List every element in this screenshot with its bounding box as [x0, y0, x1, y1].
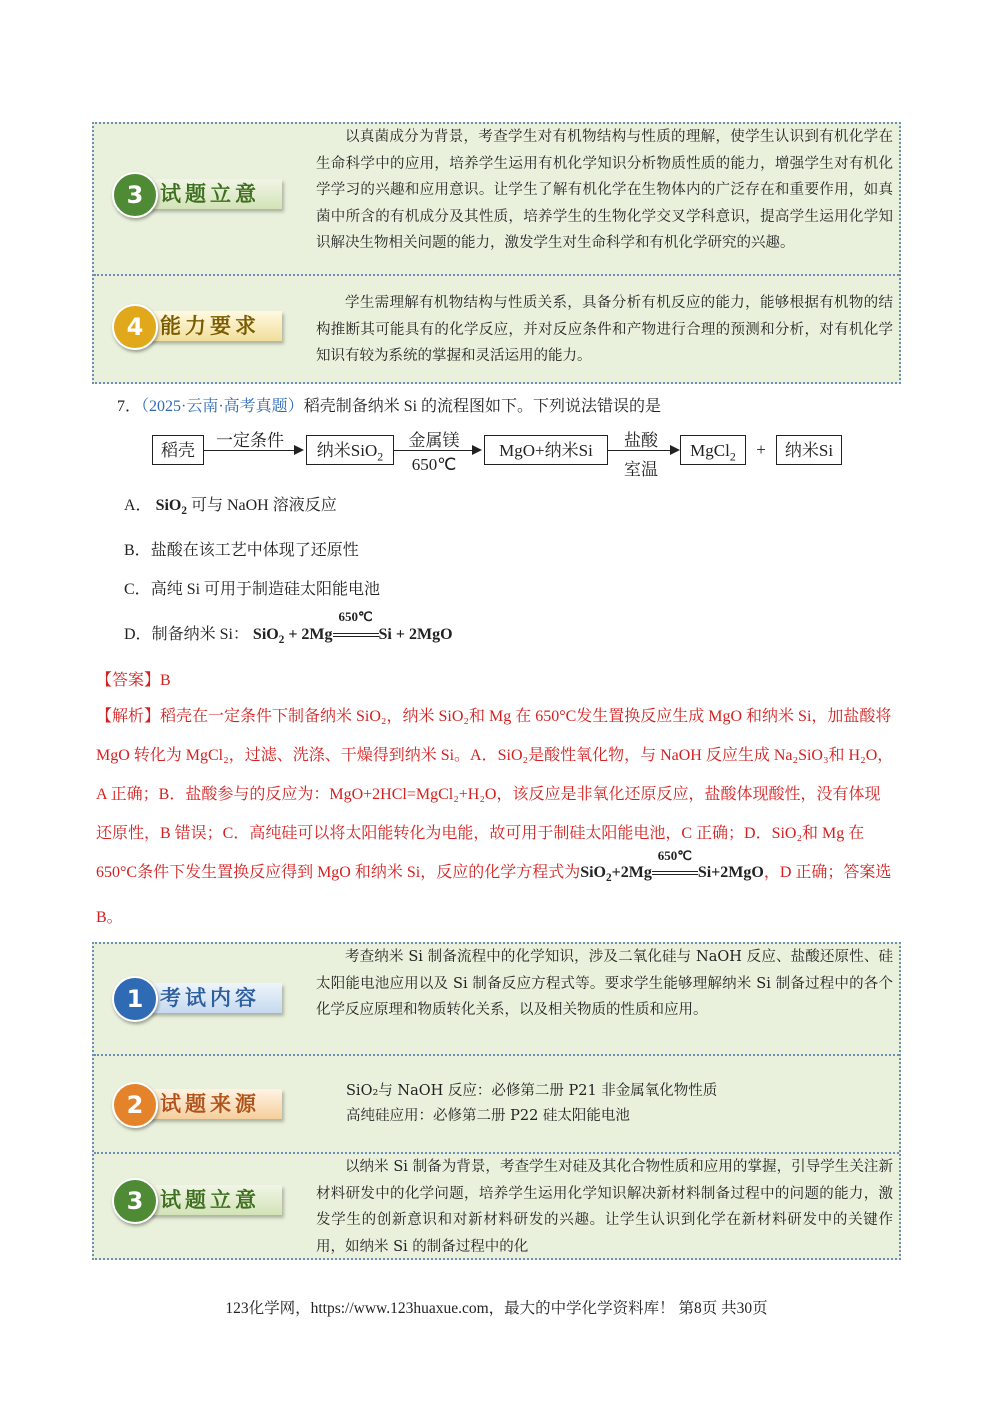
badge-source: [112, 1082, 280, 1126]
option-a-formula: SiO$_2$: [155, 497, 187, 518]
option-b: B．盐酸在该工艺中体现了还原性: [124, 542, 359, 559]
flow-arrow-1-label: 一定条件: [216, 431, 284, 450]
analysis-tail: ，D 正确；答案选 B。: [96, 864, 892, 927]
row-ability: [94, 276, 899, 382]
badge-number: 2: [112, 1082, 158, 1128]
analysis-equation: SiO$_2$+2Mg 650℃ Si+2MgO: [580, 848, 764, 885]
analysis-label: 【解析】: [96, 708, 161, 725]
flow-arrow-2-top: 金属镁: [408, 431, 460, 450]
option-d-equation: SiO$_2$ + 2Mg 650℃ Si + 2MgO: [252, 609, 453, 647]
analysis-text: 稻壳在一定条件下制备纳米 SiO₂，纳米 SiO₂和 Mg 在 650°C发生置换反应生成 MgO 和纳米 Si，加盐酸将 MgO 转化为 MgCl₂，过滤、洗涤、干燥得到纳米 Si。A．SiO₂是酸性氧化物，与 NaOH 反应生成 Na₂SiO₃和 H₂O，A 正确；B．盐酸参与的反应为：MgO+2HCl=MgCl₂+H₂O，该反应是非氧化还原反应，盐酸体现酸性，没有体现还原性，B 错误；C．高纯硅可以将太阳能转化为电能，故可用于制硅太阳能电池，C 正确；D．SiO₂和 Mg 在 650°C条件下发生置换反应得到 MgO 和纳米 Si，反应的化学方程式为: [96, 708, 894, 881]
question-number: 7．: [117, 398, 142, 415]
answer-label: 【答案】: [96, 672, 161, 689]
intent-text-2: 以纳米 Si 制备为背景，考查学生对硅及其化合物性质和应用的掌握，引导学生关注新材料研发中的化学问题，培养学生运用化学知识解决新材料制备过程中的问题的能力，激发学生的创新意识和对新材料研发的兴趣。让学生认识到化学在新材料研发中的关键作用，如纳米 Si 的制备过程中的化: [316, 1159, 893, 1255]
ability-text: 学生需理解有机物结构与性质关系，具备分析有机反应的能力，能够根据有机物的结构推断其可能具有的化学反应，并对反应条件和产物进行合理的预测和分析，对有机化学知识有较为系统的掌握和灵活运用的能力。: [316, 295, 893, 364]
question-stem: [117, 393, 661, 416]
row-intent-2: [94, 1154, 899, 1258]
flow-plus: +: [756, 440, 766, 459]
badge-intent: [112, 1178, 280, 1222]
flow-arrow-3-bottom: 室温: [624, 460, 658, 479]
badge-label: 能力要求: [136, 311, 282, 341]
badge-number: 3: [112, 1178, 158, 1224]
question-text: 稻壳制备纳米 Si 的流程图如下。下列说法错误的是: [303, 398, 662, 415]
flow-box-mgcl2: MgCl$_2$: [680, 435, 746, 465]
badge-number: 4: [112, 304, 158, 350]
badge-number: 1: [112, 976, 158, 1022]
badge-intent: [112, 172, 280, 216]
answer-value: B: [160, 672, 171, 689]
badge-content: [112, 976, 280, 1020]
option-c: C．高纯 Si 可用于制造硅太阳能电池: [124, 581, 381, 598]
info-box-top: [92, 122, 901, 384]
flow-box-mgo-si: MgO+纳米Si: [484, 435, 608, 465]
row-content: [94, 944, 899, 1056]
flow-box-nano-sio2: 纳米SiO$_2$: [306, 435, 394, 465]
badge-label: 考试内容: [136, 983, 282, 1013]
content-text: 考查纳米 Si 制备流程中的化学知识，涉及二氧化硅与 NaOH 反应、盐酸还原性、硅太阳能电池应用以及 Si 制备反应方程式等。要求学生能够理解纳米 Si 制备过程中的各个化学反应原理和物质转化关系，以及相关物质的性质和应用。: [316, 949, 893, 1018]
badge-number: 3: [112, 172, 158, 218]
info-box-bottom: [92, 942, 901, 1260]
source-line-1: SiO₂与 NaOH 反应：必修第二册 P21 非金属氧化物性质: [346, 1083, 718, 1099]
flow-box-rice-husk: 稻壳: [152, 435, 204, 465]
analysis-block: [96, 697, 896, 937]
row-source: [94, 1056, 899, 1154]
flow-arrow-3-top: 盐酸: [624, 431, 658, 450]
badge-label: 试题来源: [136, 1089, 282, 1119]
option-a: A． SiO$_2$ 可与 NaOH 溶液反应: [124, 497, 337, 518]
badge-label: 试题立意: [136, 1185, 282, 1215]
row-intent: [94, 124, 899, 276]
question-source: （2025·云南·高考真题）: [141, 398, 304, 415]
flow-arrow-2-bottom: 650℃: [411, 455, 457, 474]
flow-box-nano-si: 纳米Si: [776, 435, 842, 465]
answer-line: [96, 667, 171, 690]
page-footer: 123化学网，https://www.123huaxue.com，最大的中学化学资料库！ 第8页 共30页: [225, 1300, 768, 1317]
badge-ability: [112, 304, 280, 348]
source-line-2: 高纯硅应用：必修第二册 P22 硅太阳能电池: [346, 1108, 630, 1124]
option-d: D．制备纳米 Si： SiO$_2$ + 2Mg 650℃ Si + 2MgO: [124, 609, 453, 647]
badge-label: 试题立意: [136, 179, 282, 209]
intent-text: 以真菌成分为背景，考查学生对有机物结构与性质的理解，使学生认识到有机化学在生命科学中的应用，培养学生运用有机化学知识分析物质性质的能力，增强学生对有机化学学习的兴趣和应用意识。让学生了解有机化学在生物体内的广泛存在和重要作用，如真菌中所含的有机成分及其性质，培养学生的生物化学交叉学科意识，提高学生运用化学知识解决生物相关问题的能力，激发学生对生命科学和有机化学研究的兴趣。: [316, 129, 893, 251]
